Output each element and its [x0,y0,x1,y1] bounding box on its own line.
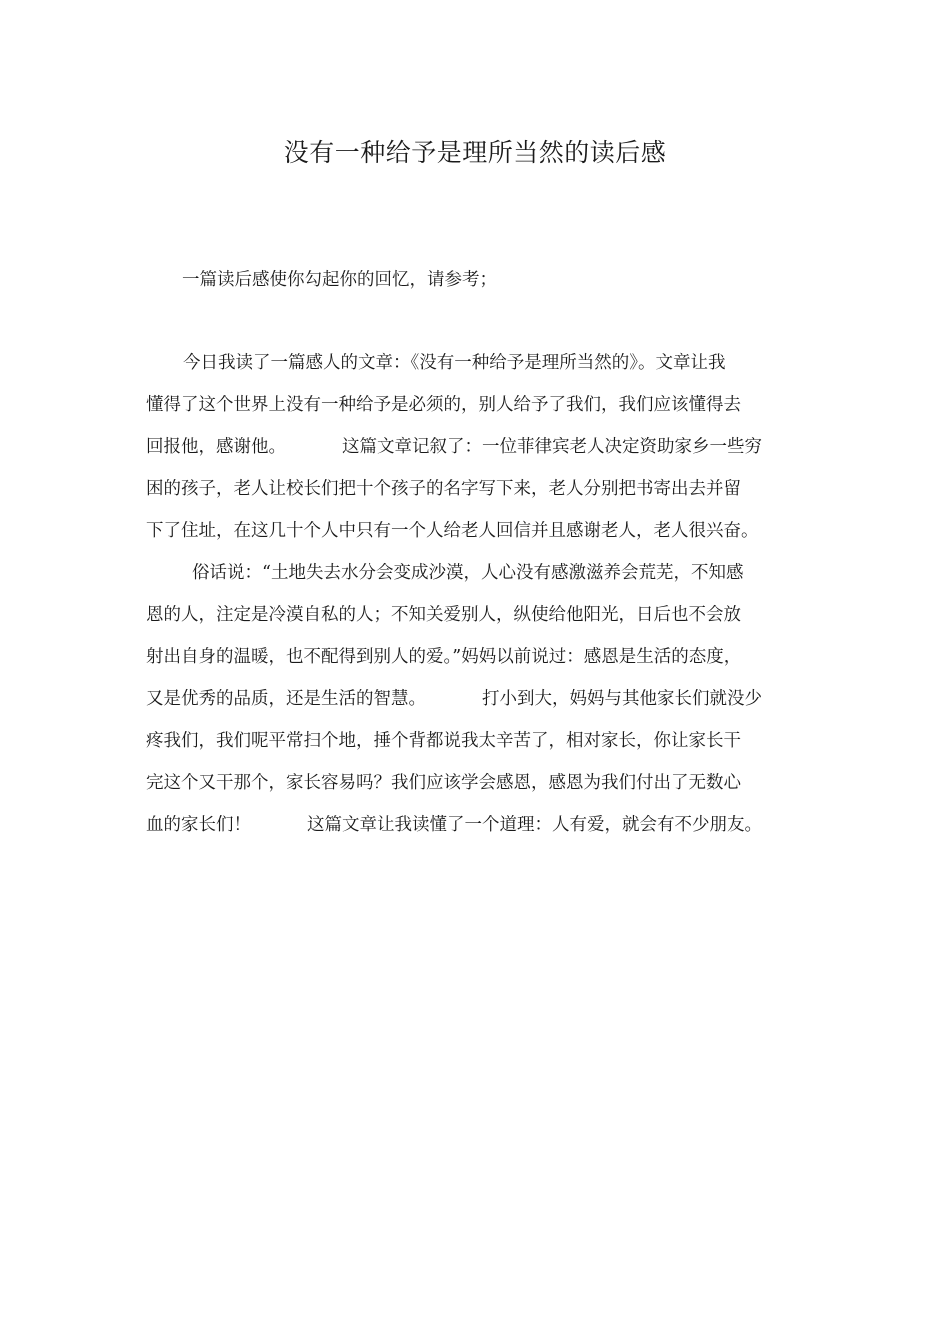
text-segment: 完这个又干那个，家长容易吗？我们应该学会感恩，感恩为我们付出了无数心 [146,773,741,793]
text-line [146,426,814,468]
text-line [146,384,814,426]
text-line [146,720,814,762]
text-segment: 打小到大，妈妈与其他家长们就没少 [482,689,762,709]
text-segment: 血的家长们！ [146,815,251,835]
text-segment: 射出自身的温暖，也不配得到别人的爱。”妈妈以前说过：感恩是生活的态度， [146,647,742,667]
text-line [146,342,814,384]
text-line [146,804,814,846]
text-line [146,594,814,636]
text-line [146,510,814,552]
text-segment: 回报他，感谢他。 [146,437,286,457]
text-line [146,678,814,720]
intro-paragraph: 一篇读后感使你勾起你的回忆，请参考； [182,270,497,290]
text-line [146,468,814,510]
text-segment: 恩的人，注定是冷漠自私的人；不知关爱别人，纵使给他阳光，日后也不会放 [146,605,741,625]
text-segment: 困的孩子，老人让校长们把十个孩子的名字写下来，老人分别把书寄出去并留 [146,479,741,499]
text-line [146,636,814,678]
text-segment: 疼我们，我们呢平常扫个地，捶个背都说我太辛苦了，相对家长，你让家长干 [146,731,741,751]
text-segment: 这篇文章让我读懂了一个道理：人有爱，就会有不少朋友。 [307,815,762,835]
text-segment: 今日我读了一篇感人的文章：《没有一种给予是理所当然的》。文章让我 [183,353,726,373]
text-segment: 下了住址，在这几十个人中只有一个人给老人回信并且感谢老人，老人很兴奋。 [146,521,759,541]
text-segment: 又是优秀的品质，还是生活的智慧。 [146,689,426,709]
text-segment: 这篇文章记叙了：一位菲律宾老人决定资助家乡一些穷 [342,437,762,457]
document-title: 没有一种给予是理所当然的读后感 [283,138,667,167]
text-line [146,762,814,804]
body-paragraphs [146,342,814,846]
text-segment: 懂得了这个世界上没有一种给予是必须的，别人给予了我们，我们应该懂得去 [146,395,741,415]
text-segment: 俗话说：“土地失去水分会变成沙漠，人心没有感激滋养会荒芜，不知感 [192,563,744,583]
text-line [146,552,814,594]
